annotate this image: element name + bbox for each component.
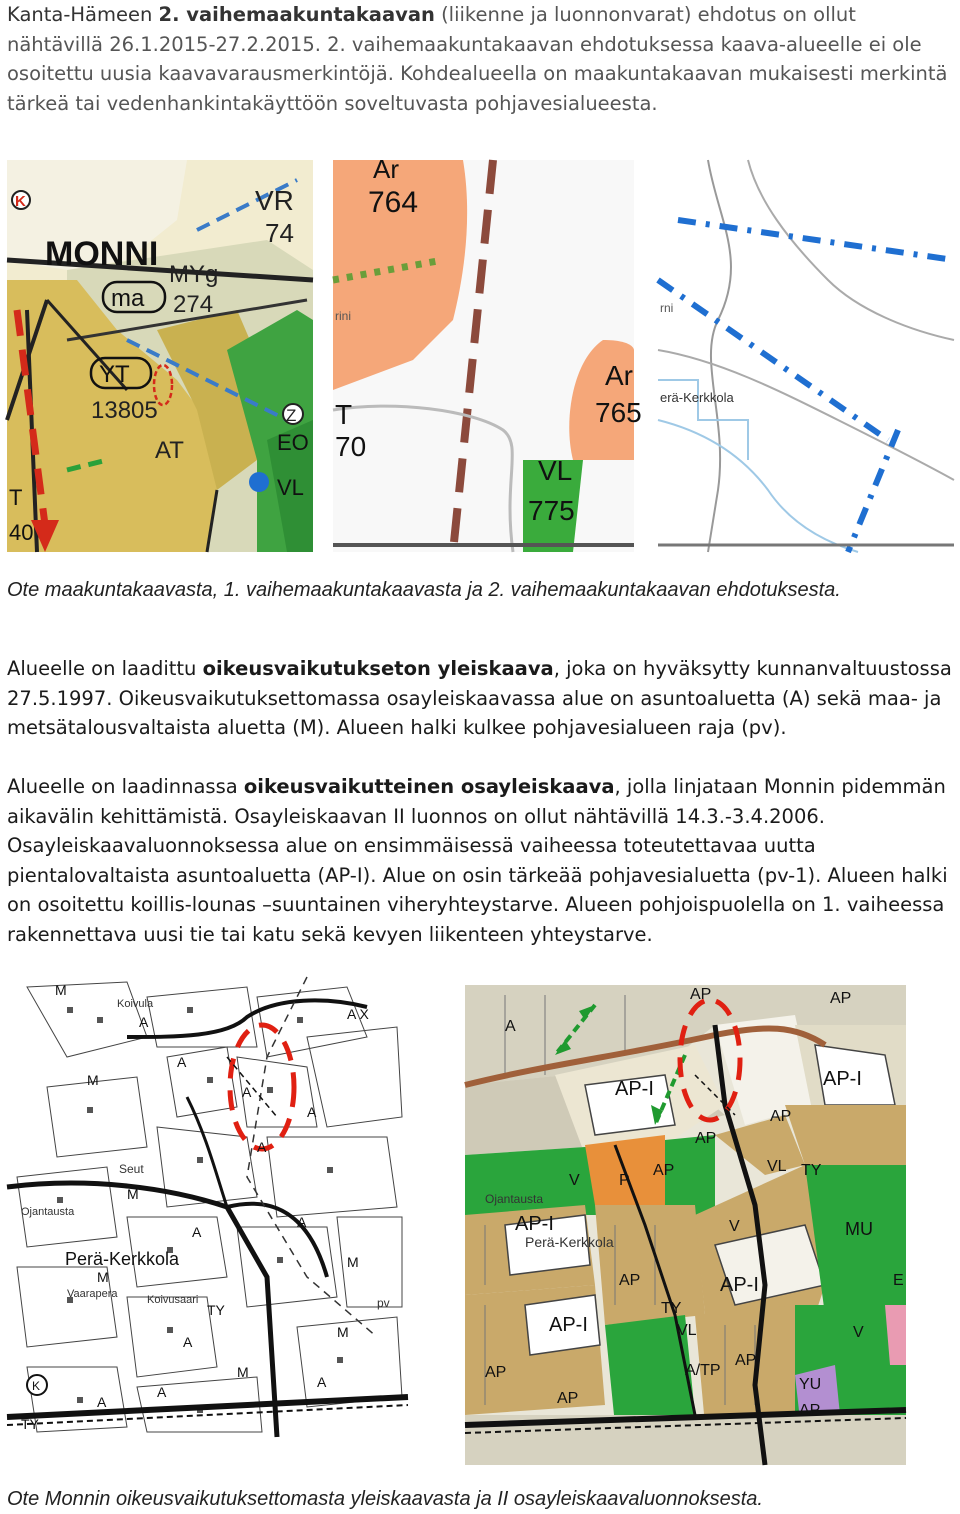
map4-pv: pv (377, 1296, 390, 1310)
map5-ap3: AP (770, 1108, 792, 1125)
map1-ma: ma (111, 285, 145, 312)
caption-maakuntakaava: Ote maakuntakaavasta, 1. vaihemaakuntakaavasta ja 2. vaihemaakuntakaavan ehdotuksesta. (7, 579, 841, 601)
para2-text-1: Alueelle on laadittu (7, 657, 203, 680)
map2-rini: rini (335, 309, 352, 323)
map-1-vaihemaakuntakaava (333, 154, 642, 552)
map5-v2: V (729, 1218, 740, 1235)
map5-vl2: VL (677, 1322, 697, 1339)
map2-t-num: 70 (335, 431, 367, 462)
map-yleiskaava (7, 977, 408, 1437)
map5-apl4: AP-I (720, 1274, 759, 1296)
map5-ap1: AP (690, 986, 712, 1003)
map5-p: P (619, 1172, 630, 1189)
map4-a6: A (192, 1224, 202, 1240)
map1-myg: MYg (169, 261, 219, 288)
map5-v3: V (853, 1324, 864, 1341)
map5-ap4: AP (695, 1130, 717, 1147)
map4-k: K (32, 1379, 41, 1393)
map5-e: E (893, 1272, 904, 1289)
map2-t: T (335, 399, 353, 430)
map4-m4: M (97, 1269, 109, 1285)
map5-ap9: AP (735, 1352, 757, 1369)
para3-bold-1: oikeusvaikutteinen osayleiskaava (243, 775, 615, 798)
map5-ap5: AP (653, 1162, 675, 1179)
map4-a4: A (307, 1104, 317, 1120)
map4-koivula: Koivula (117, 998, 154, 1010)
map1-t: T (9, 485, 23, 510)
map4-seut: Seut (119, 1162, 144, 1176)
map1-t-num: 40 (9, 520, 34, 545)
map4-ojantausta: Ojantausta (21, 1206, 75, 1218)
map5-ojantausta: Ojantausta (485, 1192, 544, 1206)
map5-vl1: VL (767, 1158, 787, 1175)
map1-yt: YT (99, 361, 130, 388)
map5-ap7: AP (485, 1364, 507, 1381)
map5-v1: V (569, 1172, 580, 1189)
map5-atp: A/TP (685, 1362, 721, 1379)
map4-m6: M (337, 1324, 349, 1340)
map5-ap10: AP (799, 1402, 821, 1419)
map3-rni: rni (660, 301, 674, 315)
map4-ax: A X (347, 1006, 369, 1022)
map4-vaarapera: Vaarapera (67, 1288, 118, 1300)
map2-ar2-num: 765 (595, 397, 642, 428)
paragraph-oikeusvaikutukseton (7, 654, 955, 743)
map5-yu: YU (799, 1376, 822, 1393)
map4-pera: Perä-Kerkkola (65, 1249, 180, 1269)
para3-text-2: , jolla linjataan Monnin pidemmän aikavälin kehittämistä. Osayleiskaavan II luonnos on ollut nähtävillä 14.3.-3.4.2006. Osayleiskaavaluonnoksessa alue on ensimmäisessä vaiheessa toteutettavaa uutta pientalovaltaista asuntoaluetta (AP-I). Alue on osin tärkeää pohjavesialuetta (pv-1). Alueen halki on osoitettu koillis-lounas –suuntainen viheryhteystarve. Alueen pohjoispuolella on 1. vaiheessa rakennettava uusi tie tai katu sekä kevyen liikenteen yhteystarve. (7, 775, 948, 946)
map5-ap2: AP (830, 990, 852, 1007)
map4-a8: A (183, 1334, 193, 1350)
intro-text-2: (liikenne ja luonnonvarat) ehdotus on ollut nähtävillä 26.1.2015-27.2.2015. 2. vaihemaakuntakaavan ehdotuksessa kaava-alueelle ei ole osoitettu uusia kaavavarausmerkintöjä. Kohdealueella on maakuntakaavan mukaisesti merkintä tärkeä tai vedenhankintakäyttöön soveltuvasta pohjavesialueesta. (7, 3, 948, 115)
map1-vl: VL (277, 475, 304, 500)
map4-a11: A (317, 1374, 327, 1390)
map5-mu: MU (845, 1219, 873, 1239)
map5-ap8: AP (557, 1390, 579, 1407)
map3-pera: erä-Kerkkola (660, 390, 734, 405)
para2-bold-1: oikeusvaikutukseton yleiskaava (202, 657, 554, 680)
intro-paragraph (7, 0, 955, 118)
map1-vr: VR (255, 185, 294, 216)
map4-a1: A (139, 1014, 149, 1030)
map2-ar: Ar (373, 154, 399, 184)
intro-text-1: Kanta-Hämeen (7, 3, 159, 26)
map4-m2: M (87, 1072, 99, 1088)
map5-apl5: AP-I (549, 1314, 588, 1336)
map1-monni: MONNI (45, 235, 159, 273)
map4-a3: A (242, 1084, 252, 1100)
map1-yt-num: 13805 (91, 397, 158, 424)
map1-eo: EO (277, 430, 309, 455)
map1-myg-num: 274 (173, 291, 214, 318)
map4-m7: M (237, 1364, 249, 1380)
map2-ar-num: 764 (368, 186, 419, 219)
map2-ar2: Ar (605, 360, 633, 391)
paragraph-oikeusvaikutteinen (7, 772, 955, 949)
map4-a5: A (257, 1139, 267, 1155)
map4-a10: A (157, 1384, 167, 1400)
map4-m3: M (127, 1186, 139, 1202)
map4-a7: A (297, 1214, 307, 1230)
para3-text-1: Alueelle on laadinnassa (7, 775, 244, 798)
map4-m1: M (55, 982, 67, 998)
map1-vr-num: 74 (265, 218, 294, 248)
map1-z: Z (286, 406, 297, 425)
map2-vl-num: 775 (528, 495, 575, 526)
map4-ty2: TY (21, 1416, 39, 1432)
map5-apl2: AP-I (823, 1068, 862, 1090)
map4-koivusaari: Koivusaari (147, 1294, 199, 1306)
map5-apl1: AP-I (615, 1078, 654, 1100)
map4-a2: A (177, 1054, 187, 1070)
map5-pera: Perä-Kerkkola (525, 1234, 614, 1250)
map5-ty1: TY (801, 1162, 822, 1179)
map4-a9: A (97, 1394, 107, 1410)
map5-ap6: AP (619, 1272, 641, 1289)
map1-at: AT (155, 437, 184, 464)
map5-apl3: AP-I (515, 1213, 554, 1235)
intro-bold-1: 2. vaihemaakuntakaavan (158, 3, 435, 26)
map-2-vaihemaakuntakaava (658, 160, 954, 552)
map4-ty1: TY (207, 1302, 225, 1318)
map-maakuntakaava (7, 160, 313, 552)
map5-ty2: TY (661, 1300, 682, 1317)
map2-vl: VL (538, 455, 573, 486)
para2-text-2: , joka on hyväksytty kunnanvaltuustossa 27.5.1997. Oikeusvaikutuksettomassa osayleiskaavassa alue on asuntoaluetta (A) sekä maa- ja metsätalousvaltaista aluetta (M). Alueen halki kulkee pohjavesialueen raja (pv). (7, 657, 952, 739)
caption-yleiskaava: Ote Monnin oikeusvaikutuksettomasta yleiskaavasta ja II osayleiskaavaluonnoksesta. (7, 1488, 763, 1510)
map-osayleiskaavaluonnos (465, 985, 906, 1465)
map5-a1: A (505, 1018, 516, 1035)
map1-k: K (15, 193, 26, 210)
map4-m5: M (347, 1254, 359, 1270)
